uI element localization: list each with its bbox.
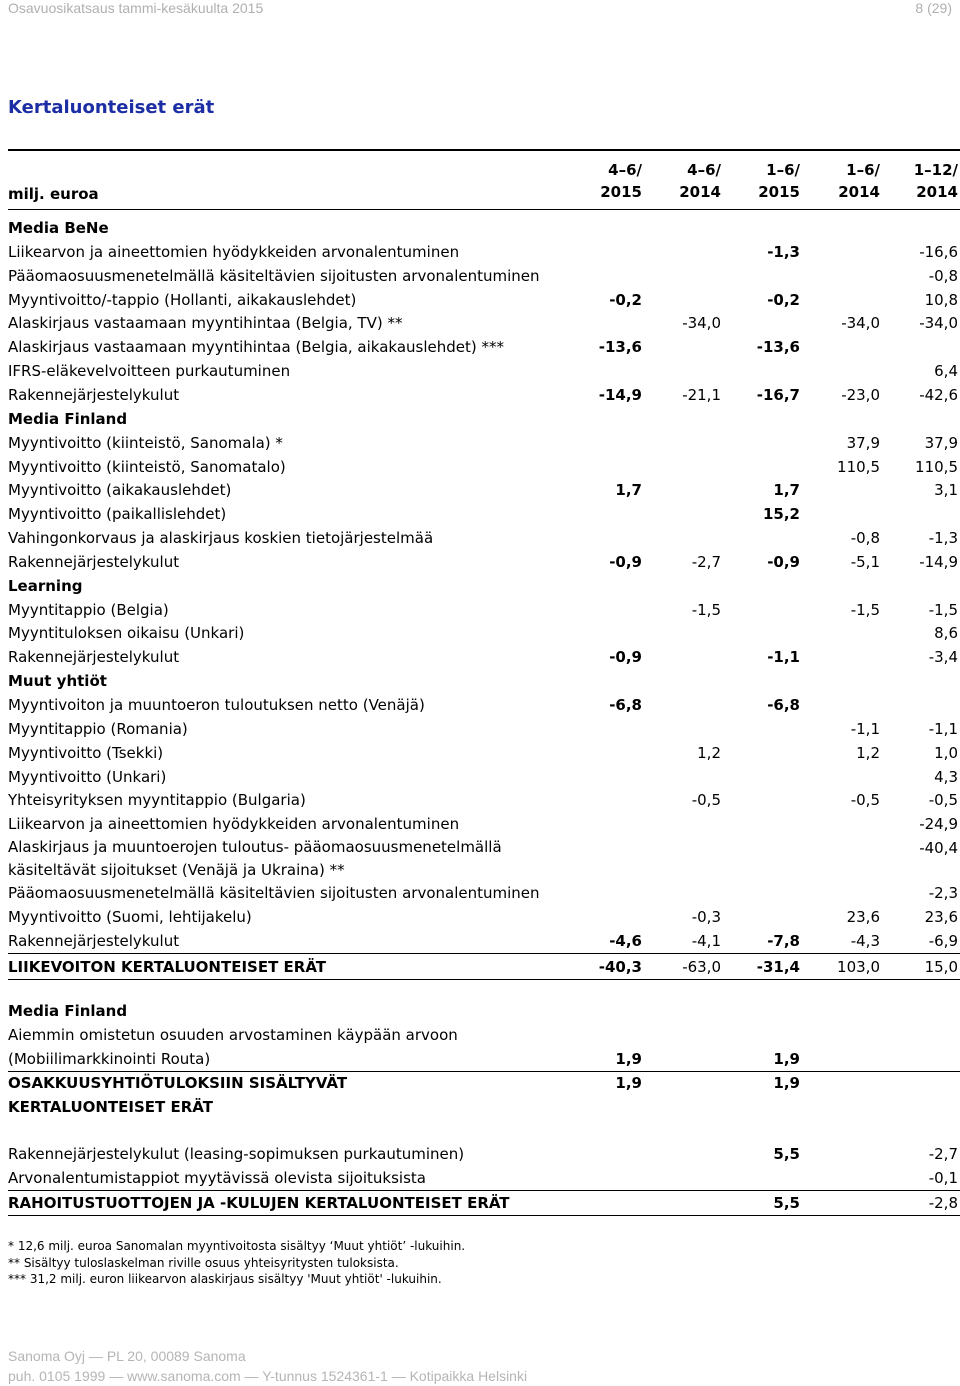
table-row [8, 311, 960, 335]
column-header: 1–6/ 2014 [838, 161, 880, 201]
table-row [8, 717, 960, 741]
table-row [8, 999, 960, 1023]
table-row [8, 288, 960, 312]
footnote: * 12,6 milj. euroa Sanomalan myyntivoitosta sisältyy ‘Muut yhtiöt’ -lukuihin. [8, 1239, 466, 1253]
row-label: Myyntivoitto (aikakauslehdet) [8, 481, 232, 500]
row-label: Myyntivoitto/-tappio (Hollanti, aikakauslehdet) [8, 290, 357, 309]
row-label: Pääomaosuusmenetelmällä käsiteltävien sijoitusten arvonalentuminen [8, 266, 540, 285]
table-row [8, 905, 960, 929]
group-heading: Media Finland [8, 409, 128, 428]
cell-value: -1,1 [928, 719, 958, 738]
cell-value: -0,5 [850, 791, 880, 810]
cell-value: 37,9 [846, 433, 880, 452]
table-row [8, 526, 960, 550]
cell-value: -1,3 [928, 529, 958, 548]
cell-value: 5,5 [773, 1194, 800, 1212]
row-label: Liikearvon ja aineettomien hyödykkeiden arvonalentuminen [8, 815, 460, 834]
table-row [8, 431, 960, 455]
row-label: Alaskirjaus vastaamaan myyntihintaa (Belgia, TV) ** [8, 314, 403, 333]
footnote: *** 31,2 milj. euron liikearvon alaskirjaus sisältyy 'Muut yhtiöt' -lukuihin. [8, 1272, 442, 1286]
cell-value: 1,9 [773, 1074, 800, 1092]
cell-value: 37,9 [924, 433, 958, 452]
cell-value: 23,6 [924, 907, 958, 926]
table-row [8, 455, 960, 479]
cell-value: -63,0 [682, 957, 721, 976]
cell-value: 103,0 [837, 957, 880, 976]
cell-value: -0,2 [767, 290, 800, 309]
cell-value: -13,6 [598, 338, 642, 357]
table-row [8, 621, 960, 645]
column-header: 1–12/ 2014 [913, 161, 958, 201]
table-row [8, 264, 960, 288]
cell-value: 1,2 [856, 743, 880, 762]
cell-value: 1,9 [615, 1074, 642, 1092]
column-header: 1–6/ 2015 [758, 161, 800, 201]
row-label: Aiemmin omistetun osuuden arvostaminen käypään arvoon [8, 1026, 458, 1044]
row-label: Myyntivoitto (kiinteistö, Sanomatalo) [8, 457, 286, 476]
row-label: Myyntivoitto (paikallislehdet) [8, 505, 227, 524]
row-label: Alaskirjaus vastaamaan myyntihintaa (Belgia, aikakauslehdet) *** [8, 338, 504, 357]
row-label: Myyntitappio (Belgia) [8, 600, 169, 619]
table-row [8, 502, 960, 526]
cell-value: -4,6 [609, 931, 642, 950]
page-footer [8, 1346, 527, 1386]
row-label: Rakennejärjestelykulut [8, 385, 180, 404]
table-row [8, 1142, 960, 1166]
table-row [8, 1166, 960, 1191]
table-row [8, 407, 960, 431]
total-label: OSAKKUUSYHTIÖTULOKSIIN SISÄLTYVÄT [8, 1074, 348, 1092]
total-label: RAHOITUSTUOTTOJEN JA -KULUJEN KERTALUONTEISET ERÄT [8, 1194, 510, 1212]
column-header-row [8, 163, 960, 210]
row-label: Rakennejärjestelykulut [8, 931, 180, 950]
cell-value: -13,6 [756, 338, 800, 357]
table-row [8, 1095, 960, 1119]
cell-value: -0,5 [928, 791, 958, 810]
cell-value: -3,4 [928, 648, 958, 667]
cell-value: -2,8 [928, 1194, 958, 1212]
cell-value: -0,1 [928, 1169, 958, 1187]
table-row [8, 929, 960, 954]
row-label: Myyntivoitto (Tsekki) [8, 743, 164, 762]
cell-value: -0,9 [609, 648, 642, 667]
cell-value: 4,3 [934, 767, 958, 786]
row-label: Rakennejärjestelykulut (leasing-sopimuksen purkautuminen) [8, 1145, 465, 1163]
cell-value: -34,0 [682, 314, 721, 333]
cell-value: -34,0 [841, 314, 880, 333]
cell-value: -5,1 [850, 552, 880, 571]
total-label: KERTALUONTEISET ERÄT [8, 1098, 213, 1116]
cell-value: 5,5 [773, 1145, 800, 1163]
cell-value: -1,1 [850, 719, 880, 738]
cell-value: -1,5 [691, 600, 721, 619]
cell-value: -23,0 [841, 385, 880, 404]
table-row [8, 240, 960, 264]
group-heading: Media BeNe [8, 219, 109, 237]
footnote: ** Sisältyy tuloslaskelman riville osuus yhteisyritysten tuloksista. [8, 1255, 399, 1270]
row-label: Yhteisyrityksen myyntitappio (Bulgaria) [8, 791, 306, 810]
table-row [8, 1071, 960, 1095]
cell-value: -0,8 [850, 529, 880, 548]
table-row [8, 1047, 960, 1072]
cell-value: -6,8 [767, 696, 800, 714]
table-row [8, 669, 960, 693]
row-label: Liikearvon ja aineettomien hyödykkeiden arvonalentuminen [8, 242, 460, 261]
cell-value: -0,3 [691, 907, 721, 926]
table-row [8, 574, 960, 598]
cell-value: -0,9 [767, 552, 800, 571]
table-row [8, 550, 960, 574]
row-label: Rakennejärjestelykulut [8, 648, 180, 667]
cell-value: -0,9 [609, 552, 642, 571]
cell-value: 10,8 [924, 290, 958, 309]
cell-value: -0,2 [609, 290, 642, 309]
cell-value: 1,9 [773, 1050, 800, 1068]
table-row [8, 765, 960, 789]
cell-value: 1,0 [934, 743, 958, 762]
cell-value: -1,1 [767, 648, 800, 667]
cell-value: -2,3 [928, 884, 958, 903]
column-header: 4–6/ 2014 [679, 161, 721, 201]
cell-value: 8,6 [934, 624, 958, 643]
row-label: IFRS-eläkevelvoitteen purkautuminen [8, 362, 291, 381]
table-row [8, 741, 960, 765]
group-heading: Learning [8, 576, 83, 595]
total-label: LIIKEVOITON KERTALUONTEISET ERÄT [8, 957, 326, 976]
group-heading: Muut yhtiöt [8, 672, 107, 691]
cell-value: -1,5 [928, 600, 958, 619]
table-row [8, 478, 960, 502]
cell-value: -31,4 [756, 957, 800, 976]
table-row [8, 383, 960, 407]
table-row [8, 216, 960, 240]
cell-value: -21,1 [682, 385, 721, 404]
table-row [8, 1023, 960, 1047]
section-title: Kertaluonteiset erät [8, 97, 215, 118]
cell-value: 1,9 [615, 1050, 642, 1068]
row-label: Myyntivoiton ja muuntoeron tuloutuksen netto (Venäjä) [8, 696, 425, 714]
cell-value: -14,9 [598, 385, 642, 404]
cell-value: 110,5 [837, 457, 880, 476]
cell-value: 1,7 [773, 481, 800, 500]
page-header [8, 0, 952, 18]
footnotes [8, 1238, 465, 1288]
footer-address: Sanoma Oyj — PL 20, 00089 Sanoma [8, 1348, 246, 1364]
cell-value: -40,3 [598, 957, 642, 976]
row-label: Myyntivoitto (kiinteistö, Sanomala) * [8, 433, 283, 452]
row-label: Arvonalentumistappiot myytävissä olevista sijoituksista [8, 1169, 426, 1187]
cell-value: -16,6 [919, 242, 958, 261]
cell-value: -1,3 [767, 242, 800, 261]
cell-value: 23,6 [846, 907, 880, 926]
cell-value: -42,6 [919, 385, 958, 404]
cell-value: 1,7 [615, 481, 642, 500]
table-row [8, 335, 960, 359]
row-label: Myyntivoitto (Suomi, lehtijakelu) [8, 907, 252, 926]
unit-label: milj. euroa [8, 185, 99, 203]
row-label: Myyntituloksen oikaisu (Unkari) [8, 624, 245, 643]
row-label: (Mobiilimarkkinointi Routa) [8, 1050, 211, 1068]
table-row [8, 836, 960, 884]
cell-value: -14,9 [919, 552, 958, 571]
cell-value: -0,8 [928, 266, 958, 285]
table-row [8, 955, 960, 980]
cell-value: 1,2 [697, 743, 721, 762]
table-row [8, 881, 960, 905]
cell-value: 6,4 [934, 362, 958, 381]
table-row [8, 645, 960, 669]
group-heading: Media Finland [8, 1002, 128, 1020]
cell-value: -0,5 [691, 791, 721, 810]
table-top-rule [8, 149, 960, 151]
row-label: Pääomaosuusmenetelmällä käsiteltävien sijoitusten arvonalentuminen [8, 884, 540, 903]
cell-value: -24,9 [919, 815, 958, 834]
cell-value: -7,8 [767, 931, 800, 950]
table-row [8, 598, 960, 622]
cell-value: -4,3 [850, 931, 880, 950]
cell-value: 15,2 [762, 505, 800, 524]
table-row [8, 788, 960, 812]
table-row [8, 1191, 960, 1216]
cell-value: -1,5 [850, 600, 880, 619]
footer-contact: puh. 0105 1999 — www.sanoma.com — Y-tunnus 1524361-1 — Kotipaikka Helsinki [8, 1368, 528, 1384]
cell-value: -4,1 [691, 931, 721, 950]
cell-value: 3,1 [934, 481, 958, 500]
cell-value: -40,4 [919, 839, 958, 858]
cell-value: -6,8 [609, 696, 642, 714]
cell-value: -16,7 [756, 385, 800, 404]
table-row [8, 812, 960, 836]
page-number: 8 (29) [915, 0, 952, 16]
column-header: 4–6/ 2015 [600, 161, 642, 201]
cell-value: 110,5 [915, 457, 958, 476]
row-label: Rakennejärjestelykulut [8, 552, 180, 571]
cell-value: -6,9 [928, 931, 958, 950]
row-label: Vahingonkorvaus ja alaskirjaus koskien tietojärjestelmää [8, 529, 434, 548]
cell-value: -34,0 [919, 314, 958, 333]
table-row [8, 359, 960, 383]
cell-value: -2,7 [691, 552, 721, 571]
row-label: Alaskirjaus ja muuntoerojen tuloutus- pääomaosuusmenetelmällä käsiteltävät sijoitukset (Venäjä ja Ukraina) ** [8, 838, 502, 880]
cell-value: 15,0 [924, 957, 958, 976]
row-label: Myyntitappio (Romania) [8, 719, 188, 738]
row-label: Myyntivoitto (Unkari) [8, 767, 167, 786]
cell-value: -2,7 [928, 1145, 958, 1163]
table-row [8, 693, 960, 717]
report-title: Osavuosikatsaus tammi-kesäkuulta 2015 [8, 0, 264, 16]
